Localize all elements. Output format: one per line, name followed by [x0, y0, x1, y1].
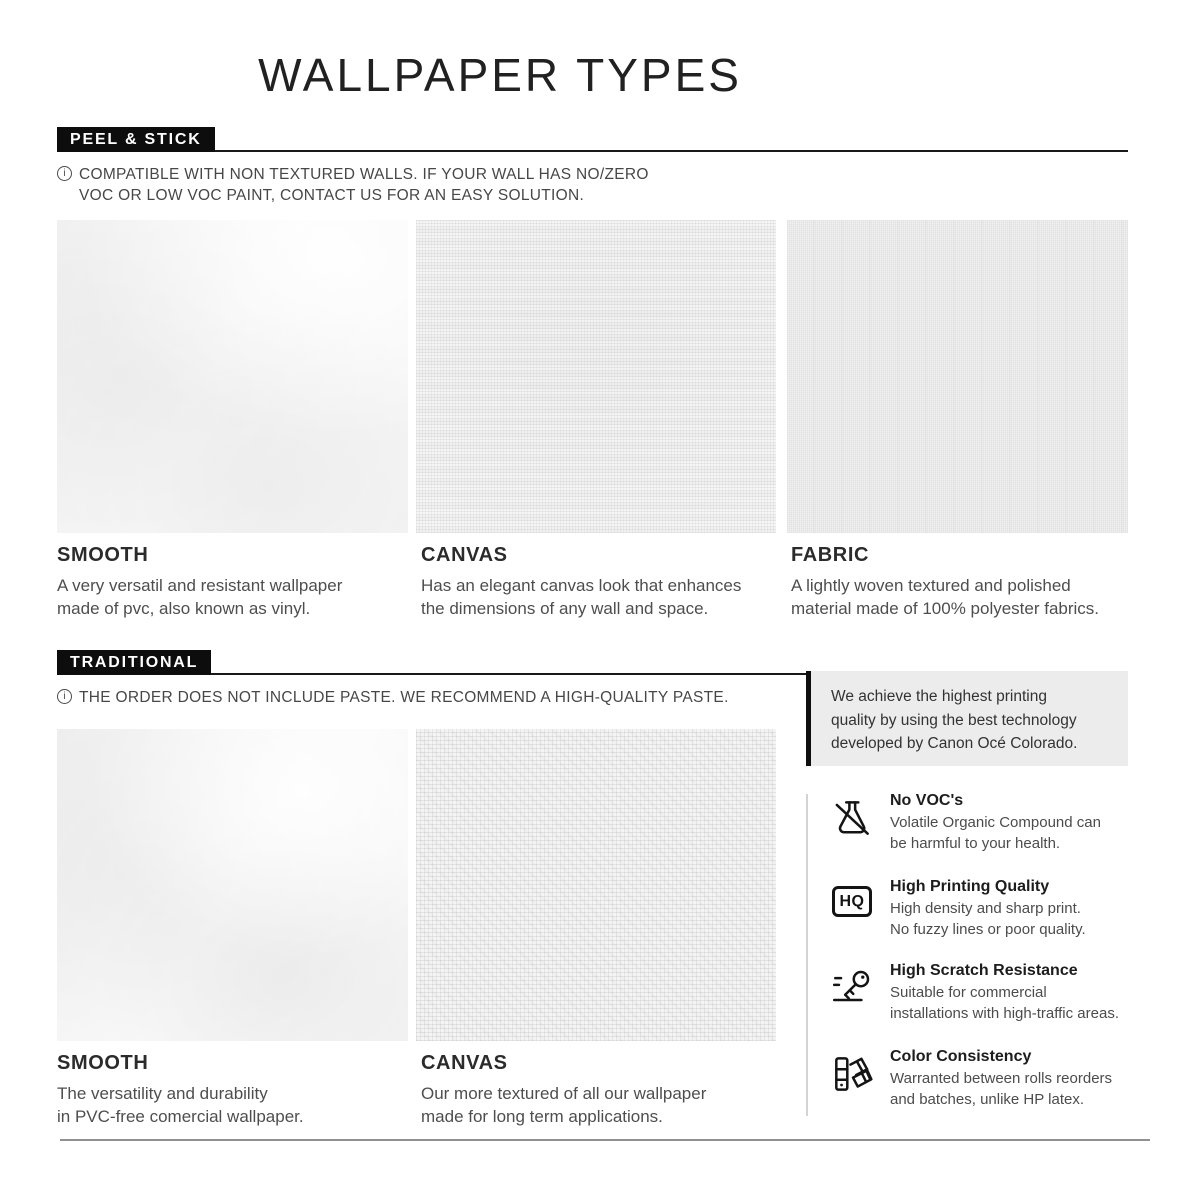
swatch-label: FABRIC: [791, 544, 870, 566]
note-traditional: [57, 687, 729, 708]
note-line: VOC OR LOW VOC PAINT, CONTACT US FOR AN EASY SOLUTION.: [79, 187, 585, 204]
swatch-traditional-smooth: [57, 729, 408, 1041]
bottom-separator-line: [60, 1139, 1150, 1141]
caption-traditional-canvas: [421, 1052, 779, 1128]
caption-peel-stick-canvas: [421, 544, 779, 620]
note-line: COMPATIBLE WITH NON TEXTURED WALLS. IF YOUR WALL HAS NO/ZERO: [79, 166, 649, 183]
info-icon-glyph: i: [63, 167, 66, 179]
info-icon-glyph: i: [63, 690, 66, 702]
feature-body: Volatile Organic Compound can be harmful to your health.: [890, 814, 1101, 852]
section-rule-peel-stick: [57, 150, 1128, 152]
note-line: THE ORDER DOES NOT INCLUDE PASTE. WE RECOMMEND A HIGH-QUALITY PASTE.: [79, 689, 729, 706]
info-icon: [57, 166, 72, 181]
feature-no-voc: [806, 792, 1146, 874]
note-peel-stick: [57, 164, 649, 206]
swatch-description: The versatility and durability in PVC-free comercial wallpaper.: [57, 1084, 304, 1126]
swatch-label: SMOOTH: [57, 1052, 149, 1074]
swatch-peel-stick-smooth: [57, 220, 408, 533]
no-voc-flask-icon: [828, 795, 876, 845]
swatch-description: A very versatil and resistant wallpaper made of pvc, also known as vinyl.: [57, 576, 343, 618]
info-icon: [57, 689, 72, 704]
caption-peel-stick-smooth: [57, 544, 408, 620]
feature-body: High density and sharp print. No fuzzy lines or poor quality.: [890, 900, 1086, 938]
feature-color-consistency: [806, 1048, 1146, 1130]
key-scratch-icon: [828, 965, 876, 1015]
statement-line: We achieve the highest printing: [831, 688, 1047, 705]
caption-peel-stick-fabric: [791, 544, 1128, 620]
swatch-label: CANVAS: [421, 544, 508, 566]
note-text: [79, 164, 649, 206]
feature-title: High Scratch Resistance: [890, 962, 1078, 979]
hq-badge-text: HQ: [839, 892, 865, 910]
feature-body: Warranted between rolls reorders and batches, unlike HP latex.: [890, 1070, 1113, 1108]
statement-line: quality by using the best technology: [831, 711, 1077, 729]
page-title: WALLPAPER TYPES: [258, 49, 742, 101]
statement-line: developed by Canon Océ Colorado.: [831, 735, 1078, 752]
swatch-description: Our more textured of all our wallpaper made for long term applications.: [421, 1084, 707, 1126]
feature-high-scratch-resistance: [806, 962, 1146, 1044]
color-swatches-icon: [828, 1051, 876, 1101]
feature-high-printing-quality: [806, 878, 1146, 960]
swatch-label: CANVAS: [421, 1052, 508, 1074]
swatch-peel-stick-fabric: [787, 220, 1128, 533]
note-text: [79, 687, 729, 708]
swatch-peel-stick-canvas: [416, 220, 776, 533]
hq-badge-icon: [828, 881, 876, 931]
swatch-traditional-canvas: [416, 729, 776, 1041]
feature-title: Color Consistency: [890, 1048, 1032, 1065]
feature-title: No VOC's: [890, 792, 964, 809]
section-badge-traditional: TRADITIONAL: [57, 650, 211, 675]
feature-title: High Printing Quality: [890, 878, 1050, 895]
swatch-description: Has an elegant canvas look that enhances the dimensions of any wall and space.: [421, 576, 742, 618]
caption-traditional-smooth: [57, 1052, 408, 1128]
quality-statement-box: [806, 671, 1128, 766]
swatch-label: SMOOTH: [57, 544, 149, 566]
feature-body: Suitable for commercial installations with high-traffic areas.: [890, 984, 1119, 1022]
section-badge-peel-stick: PEEL & STICK: [57, 127, 215, 152]
swatch-description: A lightly woven textured and polished material made of 100% polyester fabrics.: [791, 576, 1100, 618]
